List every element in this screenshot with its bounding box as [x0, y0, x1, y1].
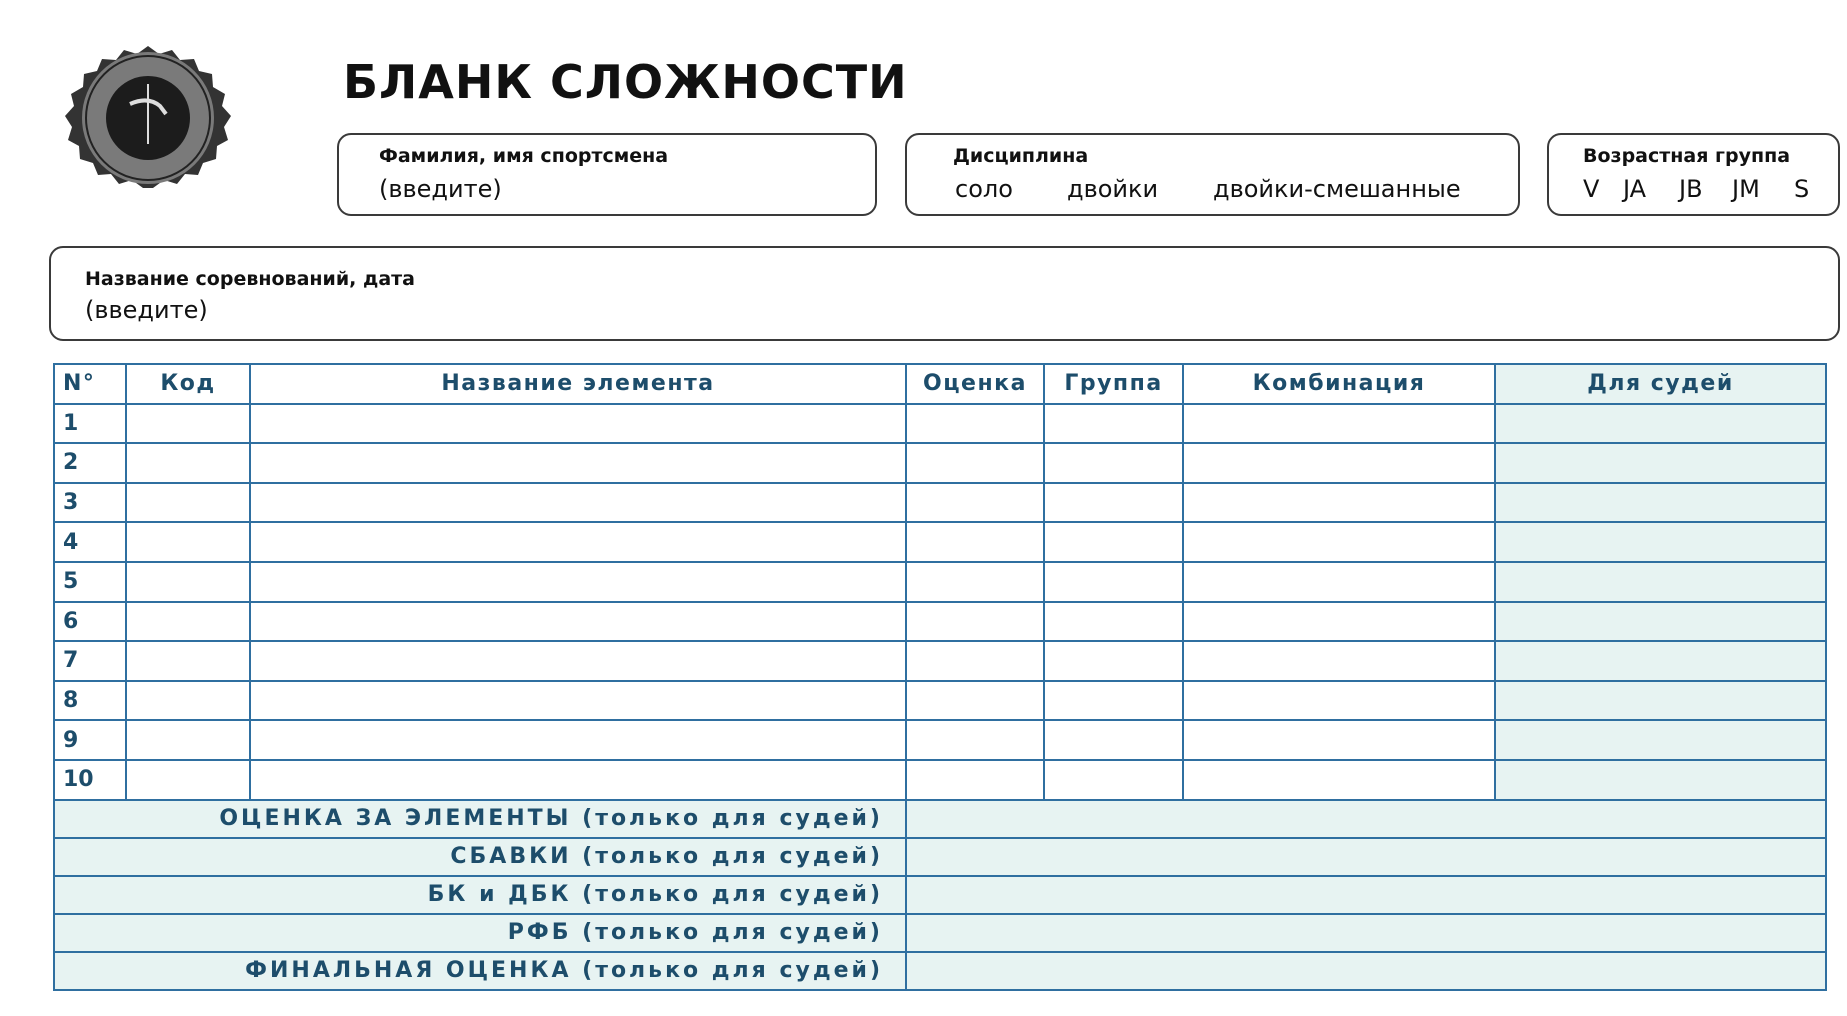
combination-cell[interactable]	[1183, 443, 1495, 483]
judges-cell	[1495, 522, 1826, 562]
table-row	[54, 443, 1826, 483]
summary-value-elements	[906, 800, 1826, 838]
combination-cell[interactable]	[1183, 522, 1495, 562]
col-header-code: Код	[126, 364, 250, 404]
code-cell[interactable]	[126, 681, 250, 721]
row-number: 9	[54, 720, 126, 760]
score-cell[interactable]	[906, 602, 1044, 642]
page-title: БЛАНК СЛОЖНОСТИ	[343, 55, 908, 109]
age-group-label: Возрастная группа	[1583, 145, 1791, 167]
table-row	[54, 562, 1826, 602]
code-cell[interactable]	[126, 483, 250, 523]
combination-cell[interactable]	[1183, 720, 1495, 760]
score-cell[interactable]	[906, 522, 1044, 562]
col-header-element-name: Название элемента	[250, 364, 906, 404]
competition-input[interactable]: (введите)	[85, 296, 208, 324]
code-cell[interactable]	[126, 404, 250, 444]
judges-cell	[1495, 720, 1826, 760]
age-option-ja[interactable]: JA	[1623, 175, 1647, 203]
combination-cell[interactable]	[1183, 760, 1495, 800]
col-header-combination: Комбинация	[1183, 364, 1495, 404]
discipline-field	[905, 133, 1520, 216]
summary-label-bk-dbk: БК и ДБК (только для судей)	[54, 876, 906, 914]
element-name-cell[interactable]	[250, 602, 906, 642]
summary-label-final: ФИНАЛЬНАЯ ОЦЕНКА (только для судей)	[54, 952, 906, 990]
group-cell[interactable]	[1044, 483, 1183, 523]
score-cell[interactable]	[906, 760, 1044, 800]
combination-cell[interactable]	[1183, 562, 1495, 602]
athlete-name-field[interactable]	[337, 133, 877, 216]
judges-cell	[1495, 681, 1826, 721]
code-cell[interactable]	[126, 641, 250, 681]
row-number: 1	[54, 404, 126, 444]
element-name-cell[interactable]	[250, 443, 906, 483]
element-name-cell[interactable]	[250, 483, 906, 523]
group-cell[interactable]	[1044, 522, 1183, 562]
athlete-name-input[interactable]: (введите)	[379, 175, 502, 203]
col-header-score: Оценка	[906, 364, 1044, 404]
table-row	[54, 760, 1826, 800]
combination-cell[interactable]	[1183, 483, 1495, 523]
code-cell[interactable]	[126, 720, 250, 760]
combination-cell[interactable]	[1183, 681, 1495, 721]
table-row	[54, 483, 1826, 523]
col-header-group: Группа	[1044, 364, 1183, 404]
summary-row-final	[54, 952, 1826, 990]
group-cell[interactable]	[1044, 602, 1183, 642]
col-header-number: N°	[54, 364, 126, 404]
age-option-jb[interactable]: JB	[1679, 175, 1703, 203]
judges-cell	[1495, 602, 1826, 642]
row-number: 6	[54, 602, 126, 642]
summary-value-deductions	[906, 838, 1826, 876]
combination-cell[interactable]	[1183, 641, 1495, 681]
element-name-cell[interactable]	[250, 760, 906, 800]
summary-value-bk-dbk	[906, 876, 1826, 914]
age-group-field	[1547, 133, 1840, 216]
row-number: 4	[54, 522, 126, 562]
discipline-option-pairs[interactable]: двойки	[1067, 175, 1159, 203]
judges-cell	[1495, 562, 1826, 602]
code-cell[interactable]	[126, 443, 250, 483]
combination-cell[interactable]	[1183, 602, 1495, 642]
code-cell[interactable]	[126, 760, 250, 800]
element-name-cell[interactable]	[250, 404, 906, 444]
element-name-cell[interactable]	[250, 720, 906, 760]
posa-seal-icon	[48, 44, 248, 192]
code-cell[interactable]	[126, 602, 250, 642]
summary-row-rfb	[54, 914, 1826, 952]
discipline-option-mixed-pairs[interactable]: двойки-смешанные	[1213, 175, 1461, 203]
group-cell[interactable]	[1044, 641, 1183, 681]
summary-value-rfb	[906, 914, 1826, 952]
table-row	[54, 602, 1826, 642]
discipline-option-solo[interactable]: соло	[955, 175, 1013, 203]
judges-cell	[1495, 404, 1826, 444]
summary-label-deductions: СБАВКИ (только для судей)	[54, 838, 906, 876]
group-cell[interactable]	[1044, 681, 1183, 721]
element-name-cell[interactable]	[250, 681, 906, 721]
elements-table	[53, 363, 1827, 991]
group-cell[interactable]	[1044, 760, 1183, 800]
row-number: 10	[54, 760, 126, 800]
row-number: 8	[54, 681, 126, 721]
table-row	[54, 720, 1826, 760]
group-cell[interactable]	[1044, 562, 1183, 602]
row-number: 2	[54, 443, 126, 483]
competition-field[interactable]	[49, 246, 1840, 341]
judges-cell	[1495, 443, 1826, 483]
row-number: 7	[54, 641, 126, 681]
judges-cell	[1495, 641, 1826, 681]
element-name-cell[interactable]	[250, 562, 906, 602]
group-cell[interactable]	[1044, 443, 1183, 483]
row-number: 5	[54, 562, 126, 602]
score-cell[interactable]	[906, 681, 1044, 721]
element-name-cell[interactable]	[250, 522, 906, 562]
score-cell[interactable]	[906, 404, 1044, 444]
row-number: 3	[54, 483, 126, 523]
summary-row-bk-dbk	[54, 876, 1826, 914]
judges-cell	[1495, 483, 1826, 523]
code-cell[interactable]	[126, 562, 250, 602]
col-header-for-judges: Для судей	[1495, 364, 1826, 404]
athlete-name-label: Фамилия, имя спортсмена	[379, 145, 669, 167]
posa-logo	[48, 44, 248, 192]
age-option-s[interactable]: S	[1794, 175, 1810, 203]
score-cell[interactable]	[906, 443, 1044, 483]
table-header-row	[54, 364, 1826, 404]
group-cell[interactable]	[1044, 404, 1183, 444]
summary-value-final	[906, 952, 1826, 990]
element-name-cell[interactable]	[250, 641, 906, 681]
group-cell[interactable]	[1044, 720, 1183, 760]
combination-cell[interactable]	[1183, 404, 1495, 444]
discipline-label: Дисциплина	[953, 145, 1089, 167]
score-cell[interactable]	[906, 720, 1044, 760]
age-option-v[interactable]: V	[1583, 175, 1600, 203]
table-row	[54, 681, 1826, 721]
summary-label-rfb: РФБ (только для судей)	[54, 914, 906, 952]
code-cell[interactable]	[126, 522, 250, 562]
table-row	[54, 522, 1826, 562]
age-option-jm[interactable]: JM	[1732, 175, 1760, 203]
summary-label-elements: ОЦЕНКА ЗА ЭЛЕМЕНТЫ (только для судей)	[54, 800, 906, 838]
judges-cell	[1495, 760, 1826, 800]
competition-label: Название соревнований, дата	[85, 268, 415, 290]
summary-row-deductions	[54, 838, 1826, 876]
table-row	[54, 404, 1826, 444]
summary-row-elements	[54, 800, 1826, 838]
score-cell[interactable]	[906, 641, 1044, 681]
score-cell[interactable]	[906, 562, 1044, 602]
table-row	[54, 641, 1826, 681]
score-cell[interactable]	[906, 483, 1044, 523]
